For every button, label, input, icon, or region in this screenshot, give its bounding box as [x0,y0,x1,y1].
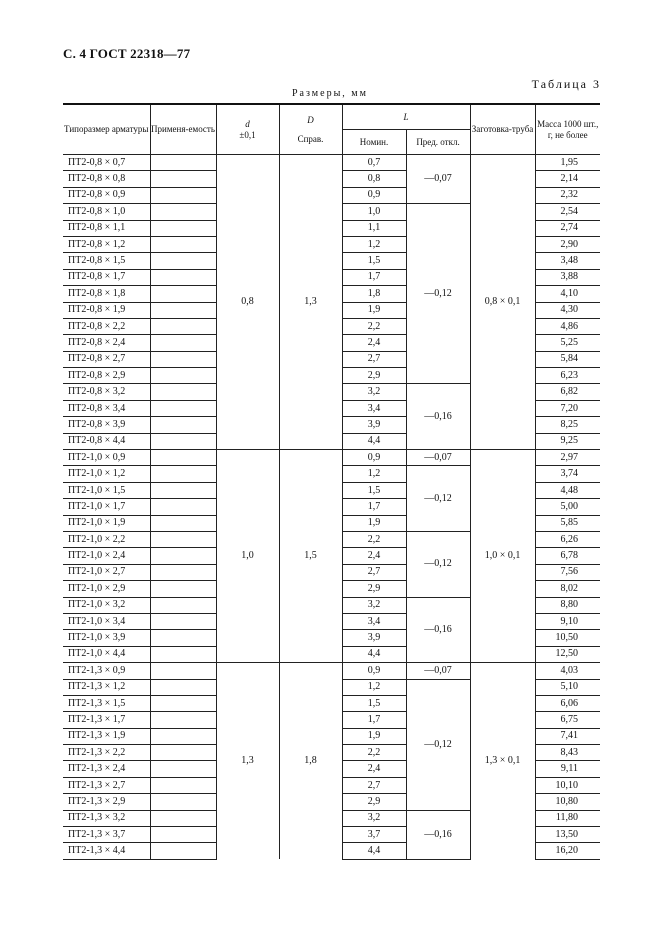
mass-cell: 8,43 [535,745,600,761]
L-nom-cell: 1,9 [342,302,406,318]
mass-cell: 7,41 [535,728,600,744]
application-cell [150,204,216,220]
blank-cell: 1,0 × 0,1 [470,450,535,663]
type-size-cell: ПТ2-1,3 × 1,5 [63,695,150,711]
type-size-cell: ПТ2-0,8 × 0,7 [63,155,150,171]
application-cell [150,515,216,531]
type-size-cell: ПТ2-1,3 × 4,4 [63,843,150,859]
mass-cell: 3,48 [535,253,600,269]
mass-cell: 2,97 [535,450,600,466]
mass-cell: 8,02 [535,581,600,597]
L-nom-cell: 4,4 [342,843,406,859]
mass-cell: 2,74 [535,220,600,236]
D-cell: 1,8 [279,663,342,860]
type-size-cell: ПТ2-0,8 × 3,4 [63,400,150,416]
mass-cell: 4,48 [535,482,600,498]
application-cell [150,335,216,351]
L-nom-cell: 4,4 [342,646,406,662]
application-cell [150,843,216,859]
mass-cell: 9,11 [535,761,600,777]
L-nom-cell: 1,5 [342,253,406,269]
application-cell [150,400,216,416]
L-nom-cell: 2,9 [342,794,406,810]
mass-cell: 4,86 [535,318,600,334]
type-size-cell: ПТ2-0,8 × 4,4 [63,433,150,449]
application-cell [150,679,216,695]
L-nom-cell: 2,4 [342,548,406,564]
type-size-cell: ПТ2-1,0 × 0,9 [63,450,150,466]
d-cell: 1,3 [216,663,279,860]
L-nom-cell: 0,9 [342,663,406,679]
L-dev-cell: —0,07 [406,663,470,679]
application-cell [150,482,216,498]
type-size-cell: ПТ2-1,0 × 2,2 [63,531,150,547]
mass-cell: 4,10 [535,286,600,302]
L-nom-cell: 3,9 [342,630,406,646]
L-nom-cell: 1,7 [342,269,406,285]
mass-cell: 5,25 [535,335,600,351]
type-size-cell: ПТ2-1,3 × 2,7 [63,777,150,793]
type-size-cell: ПТ2-1,3 × 1,9 [63,728,150,744]
mass-cell: 10,10 [535,777,600,793]
application-cell [150,450,216,466]
application-cell [150,499,216,515]
mass-cell: 5,00 [535,499,600,515]
type-size-cell: ПТ2-0,8 × 1,8 [63,286,150,302]
type-size-cell: ПТ2-0,8 × 2,7 [63,351,150,367]
mass-cell: 13,50 [535,827,600,843]
mass-cell: 4,30 [535,302,600,318]
type-size-cell: ПТ2-1,0 × 4,4 [63,646,150,662]
L-nom-cell: 1,1 [342,220,406,236]
L-nom-cell: 2,4 [342,335,406,351]
L-nom-cell: 3,2 [342,810,406,826]
table-row [63,450,600,466]
L-nom-cell: 1,9 [342,728,406,744]
type-size-cell: ПТ2-0,8 × 1,1 [63,220,150,236]
L-nom-cell: 2,2 [342,745,406,761]
L-nom-cell: 2,9 [342,368,406,384]
L-nom-cell: 1,8 [342,286,406,302]
mass-cell: 3,74 [535,466,600,482]
application-cell [150,220,216,236]
L-nom-cell: 1,5 [342,482,406,498]
application-cell [150,384,216,400]
L-nom-cell: 2,7 [342,351,406,367]
L-nom-cell: 1,7 [342,712,406,728]
d-cell: 1,0 [216,450,279,663]
application-cell [150,695,216,711]
type-size-cell: ПТ2-1,3 × 1,2 [63,679,150,695]
application-cell [150,368,216,384]
col-d-symbol: d [245,118,250,129]
mass-cell: 2,14 [535,171,600,187]
application-cell [150,286,216,302]
mass-cell: 6,23 [535,368,600,384]
L-nom-cell: 0,9 [342,450,406,466]
L-nom-cell: 3,7 [342,827,406,843]
application-cell [150,761,216,777]
mass-cell: 6,26 [535,531,600,547]
mass-cell: 8,80 [535,597,600,613]
type-size-cell: ПТ2-0,8 × 1,2 [63,236,150,252]
L-nom-cell: 3,2 [342,384,406,400]
type-size-cell: ПТ2-1,3 × 3,2 [63,810,150,826]
application-cell [150,646,216,662]
blank-cell: 1,3 × 0,1 [470,663,535,860]
type-size-cell: ПТ2-0,8 × 1,9 [63,302,150,318]
mass-cell: 7,56 [535,564,600,580]
L-dev-cell: —0,16 [406,810,470,859]
type-size-cell: ПТ2-1,0 × 2,4 [63,548,150,564]
mass-cell: 6,06 [535,695,600,711]
L-dev-cell: —0,12 [406,679,470,810]
L-nom-cell: 3,9 [342,417,406,433]
mass-cell: 6,78 [535,548,600,564]
mass-cell: 3,88 [535,269,600,285]
application-cell [150,613,216,629]
col-D-symbol: D [307,114,314,125]
L-nom-cell: 0,9 [342,187,406,203]
L-nom-cell: 0,8 [342,171,406,187]
col-L-nom: Номин. [342,130,406,155]
application-cell [150,155,216,171]
L-dev-cell: —0,12 [406,531,470,597]
mass-cell: 11,80 [535,810,600,826]
parts-table [63,103,600,860]
application-cell [150,630,216,646]
type-size-cell: ПТ2-1,3 × 0,9 [63,663,150,679]
application-cell [150,269,216,285]
table-body [63,155,600,860]
D-cell: 1,3 [279,155,342,450]
application-cell [150,581,216,597]
application-cell [150,433,216,449]
type-size-cell: ПТ2-1,0 × 3,2 [63,597,150,613]
mass-cell: 5,85 [535,515,600,531]
mass-cell: 9,25 [535,433,600,449]
L-nom-cell: 1,7 [342,499,406,515]
type-size-cell: ПТ2-0,8 × 2,4 [63,335,150,351]
mass-cell: 5,10 [535,679,600,695]
application-cell [150,712,216,728]
application-cell [150,728,216,744]
type-size-cell: ПТ2-0,8 × 3,2 [63,384,150,400]
application-cell [150,318,216,334]
page-header: С. 4 ГОСТ 22318—77 [63,46,191,61]
L-nom-cell: 1,2 [342,466,406,482]
type-size-cell: ПТ2-1,0 × 1,5 [63,482,150,498]
application-cell [150,302,216,318]
mass-cell: 5,84 [535,351,600,367]
L-nom-cell: 3,2 [342,597,406,613]
application-cell [150,417,216,433]
mass-cell: 6,82 [535,384,600,400]
type-size-cell: ПТ2-0,8 × 2,2 [63,318,150,334]
L-nom-cell: 2,9 [342,581,406,597]
L-nom-cell: 2,7 [342,564,406,580]
L-nom-cell: 3,4 [342,613,406,629]
application-cell [150,531,216,547]
col-blank: Заготовка-труба [470,104,535,155]
type-size-cell: ПТ2-1,0 × 1,9 [63,515,150,531]
L-nom-cell: 3,4 [342,400,406,416]
application-cell [150,187,216,203]
L-nom-cell: 1,0 [342,204,406,220]
L-nom-cell: 2,4 [342,761,406,777]
type-size-cell: ПТ2-0,8 × 1,7 [63,269,150,285]
col-type-size: Типоразмер арматуры [63,104,150,155]
L-dev-cell: —0,16 [406,384,470,450]
L-nom-cell: 2,2 [342,531,406,547]
mass-cell: 2,54 [535,204,600,220]
mass-cell: 6,75 [535,712,600,728]
L-dev-cell: —0,07 [406,155,470,204]
dimensions-label: Размеры, мм [292,88,368,99]
table-caption: Таблица 3 [531,77,601,91]
L-nom-cell: 4,4 [342,433,406,449]
col-L: L [342,104,470,130]
mass-cell: 12,50 [535,646,600,662]
application-cell [150,548,216,564]
L-nom-cell: 2,2 [342,318,406,334]
table-row [63,663,600,679]
application-cell [150,351,216,367]
L-dev-cell: —0,16 [406,597,470,663]
type-size-cell: ПТ2-1,0 × 3,9 [63,630,150,646]
type-size-cell: ПТ2-1,0 × 1,7 [63,499,150,515]
L-nom-cell: 2,7 [342,777,406,793]
application-cell [150,597,216,613]
type-size-cell: ПТ2-0,8 × 0,9 [63,187,150,203]
mass-cell: 2,90 [535,236,600,252]
type-size-cell: ПТ2-1,0 × 3,4 [63,613,150,629]
application-cell [150,236,216,252]
type-size-cell: ПТ2-1,0 × 1,2 [63,466,150,482]
table-header [63,104,600,155]
application-cell [150,810,216,826]
type-size-cell: ПТ2-1,3 × 3,7 [63,827,150,843]
L-nom-cell: 1,2 [342,679,406,695]
type-size-cell: ПТ2-0,8 × 2,9 [63,368,150,384]
col-d-tolerance: ±0,1 [239,129,256,140]
L-dev-cell: —0,12 [406,204,470,384]
type-size-cell: ПТ2-1,3 × 2,9 [63,794,150,810]
type-size-cell: ПТ2-1,0 × 2,7 [63,564,150,580]
col-mass: Масса 1000 шт., г, не более [535,104,600,155]
type-size-cell: ПТ2-1,3 × 2,2 [63,745,150,761]
L-nom-cell: 1,9 [342,515,406,531]
mass-cell: 2,32 [535,187,600,203]
type-size-cell: ПТ2-0,8 × 3,9 [63,417,150,433]
mass-cell: 10,80 [535,794,600,810]
table-row [63,155,600,171]
col-D [279,104,342,155]
application-cell [150,777,216,793]
type-size-cell: ПТ2-1,0 × 2,9 [63,581,150,597]
mass-cell: 16,20 [535,843,600,859]
type-size-cell: ПТ2-1,3 × 1,7 [63,712,150,728]
type-size-cell: ПТ2-0,8 × 1,5 [63,253,150,269]
application-cell [150,564,216,580]
L-nom-cell: 1,5 [342,695,406,711]
application-cell [150,466,216,482]
type-size-cell: ПТ2-1,3 × 2,4 [63,761,150,777]
blank-cell: 0,8 × 0,1 [470,155,535,450]
application-cell [150,171,216,187]
application-cell [150,794,216,810]
mass-cell: 4,03 [535,663,600,679]
type-size-cell: ПТ2-0,8 × 0,8 [63,171,150,187]
mass-cell: 8,25 [535,417,600,433]
mass-cell: 7,20 [535,400,600,416]
L-dev-cell: —0,07 [406,450,470,466]
application-cell [150,827,216,843]
d-cell: 0,8 [216,155,279,450]
mass-cell: 1,95 [535,155,600,171]
application-cell [150,745,216,761]
application-cell [150,663,216,679]
col-D-note: Справ. [297,133,324,144]
L-nom-cell: 0,7 [342,155,406,171]
mass-cell: 9,10 [535,613,600,629]
D-cell: 1,5 [279,450,342,663]
col-L-dev: Пред. откл. [406,130,470,155]
application-cell [150,253,216,269]
mass-cell: 10,50 [535,630,600,646]
type-size-cell: ПТ2-0,8 × 1,0 [63,204,150,220]
L-nom-cell: 1,2 [342,236,406,252]
col-d [216,104,279,155]
L-dev-cell: —0,12 [406,466,470,532]
col-application: Применя-емость [150,104,216,155]
